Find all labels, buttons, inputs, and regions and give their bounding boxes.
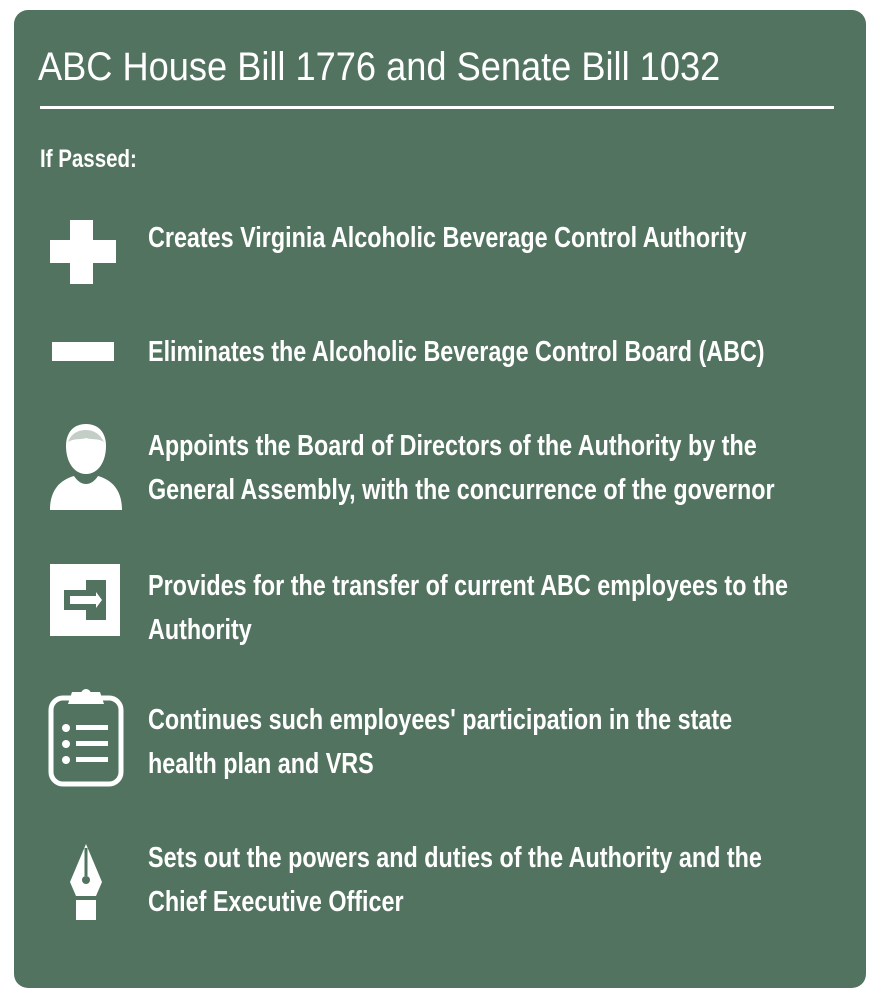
item-text: Creates Virginia Alcoholic Beverage Control Authority <box>148 222 747 254</box>
list-item-eliminate-board <box>14 320 866 390</box>
item-text: Sets out the powers and duties of the Authority and the Chief Executive Officer <box>148 842 762 918</box>
minus-icon <box>46 340 126 364</box>
item-text: Eliminates the Alcoholic Beverage Control Board (ABC) <box>148 336 765 368</box>
info-panel <box>14 10 866 988</box>
person-icon <box>46 420 126 512</box>
clipboard-icon <box>46 688 126 788</box>
item-text: Appoints the Board of Directors of the Authority by the General Assembly, with the concurrence of the governor <box>148 430 775 506</box>
list-item-create-authority <box>14 210 866 290</box>
item-text: Continues such employees' participation in the state health plan and VRS <box>148 704 733 780</box>
title-underline <box>40 106 834 109</box>
list-item-powers-duties <box>14 828 866 928</box>
transfer-icon <box>46 560 126 640</box>
list-item-transfer-employees <box>14 560 866 660</box>
item-text: Provides for the transfer of current ABC employees to the Authority <box>148 570 788 646</box>
pen-nib-icon <box>46 842 126 922</box>
plus-icon <box>46 220 126 284</box>
panel-title: ABC House Bill 1776 and Senate Bill 1032 <box>38 45 721 89</box>
list-item-appoint-board <box>14 420 866 520</box>
list-item-health-plan <box>14 688 866 798</box>
panel-subtitle: If Passed: <box>40 145 137 173</box>
